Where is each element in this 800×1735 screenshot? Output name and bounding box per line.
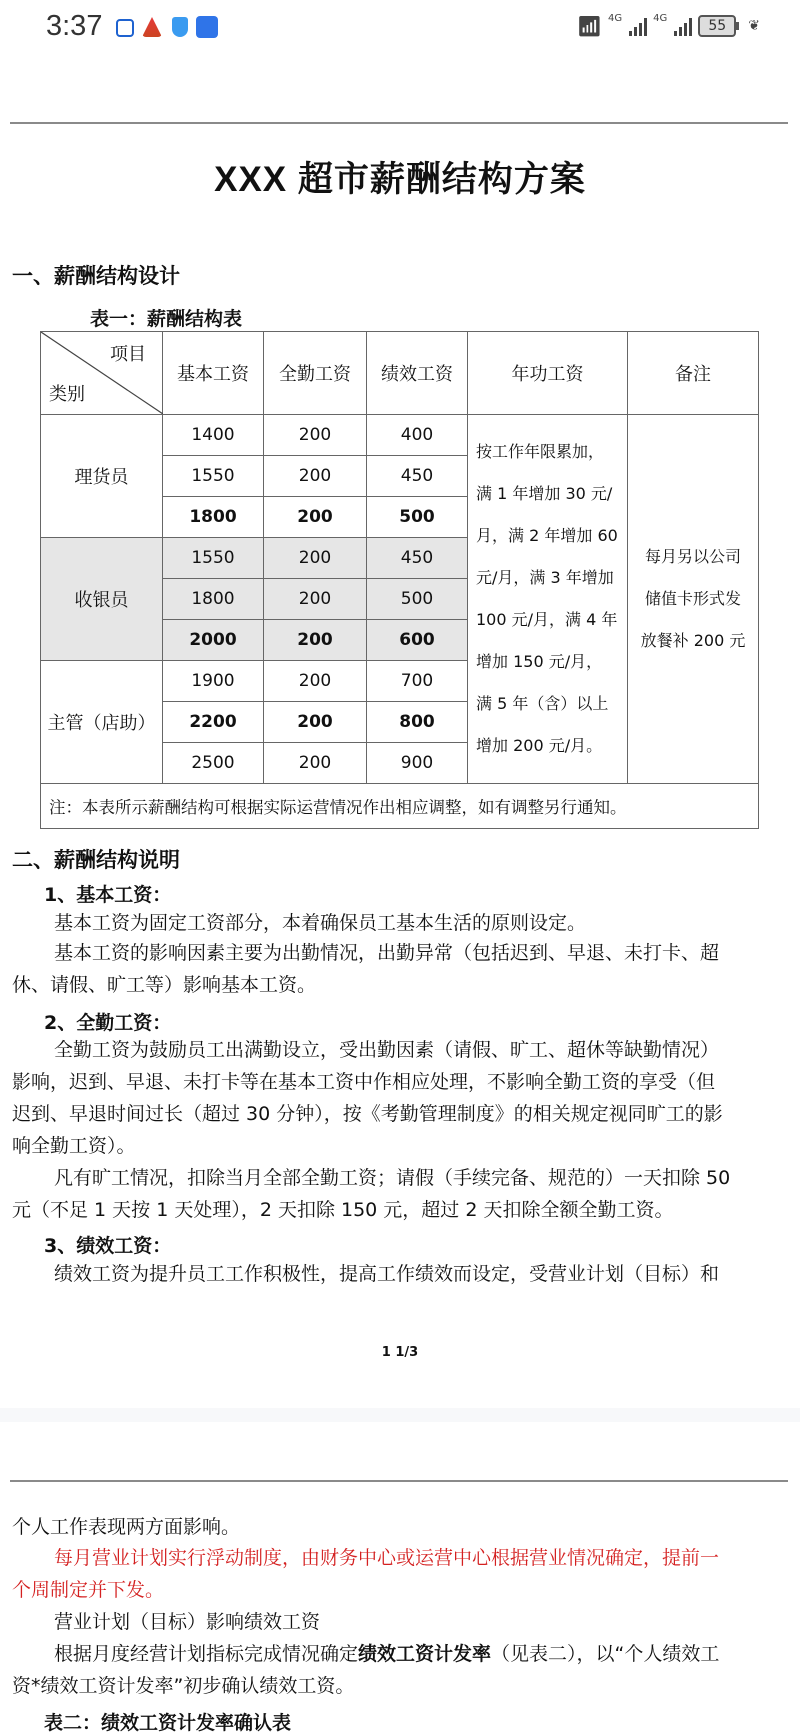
base-cell: 2000 <box>163 620 264 661</box>
base-cell: 1550 <box>163 456 264 497</box>
sub1-paragraph1: 基本工资为固定工资部分，本着确保员工基本生活的原则设定。 <box>54 912 587 934</box>
attendance-cell: 200 <box>264 743 367 784</box>
page2-line1: 个人工作表现两方面影响。 <box>12 1516 241 1538</box>
page-separator <box>0 1408 800 1422</box>
attendance-cell: 200 <box>264 620 367 661</box>
signal-icon-2 <box>674 16 692 36</box>
table1-caption: 表一：薪酬结构表 <box>90 308 243 330</box>
red-a-app-icon <box>142 17 162 37</box>
sub2-p1-line4: 响全勤工资）。 <box>12 1135 136 1157</box>
sub2-p1-line2: 影响，迟到、早退、未打卡等在基本工资中作相应处理，不影响全勤工资的享受（但 <box>12 1071 716 1093</box>
page2-red-line2: 个周制定并下发。 <box>12 1579 165 1601</box>
wps-icon <box>116 19 134 37</box>
page-indicator: 1 1/3 <box>381 1345 419 1360</box>
category-cell: 理货员 <box>41 415 163 538</box>
sub2-heading: 2、全勤工资： <box>44 1012 172 1034</box>
signal-icon-1 <box>629 16 647 36</box>
seniority-line: 月，满 2 年增加 60 <box>476 526 618 545</box>
wifi-icon: 📶︎ <box>576 14 603 38</box>
page2-red-line1: 每月营业计划实行浮动制度，由财务中心或运营中心根据营业情况确定，提前一 <box>54 1547 720 1569</box>
attendance-cell: 200 <box>264 661 367 702</box>
performance-cell: 500 <box>367 579 468 620</box>
header-attendance: 全勤工资 <box>264 332 367 415</box>
table-note-row <box>41 784 759 829</box>
seniority-cell <box>468 415 628 784</box>
performance-cell: 450 <box>367 456 468 497</box>
status-indicators <box>577 14 760 38</box>
page2-header-rule <box>10 1480 788 1482</box>
line4-pre: 根据月度经营计划指标完成情况确定 <box>54 1643 359 1665</box>
base-cell: 1900 <box>163 661 264 702</box>
corner-item-label: 项目 <box>110 344 146 365</box>
leaf-icon: ❦ <box>748 18 760 34</box>
seniority-line: 元/月，满 3 年增加 <box>476 568 614 587</box>
shield-icon <box>172 17 188 37</box>
attendance-cell: 200 <box>264 456 367 497</box>
sub1-paragraph2-line2: 休、请假、旷工等）影响基本工资。 <box>12 974 317 996</box>
sub2-p1-line3: 迟到、早退时间过长（超过 30 分钟），按《考勤管理制度》的相关规定视同旷工的影 <box>12 1103 723 1125</box>
category-cell: 收银员 <box>41 538 163 661</box>
seniority-line: 满 1 年增加 30 元/ <box>476 484 613 503</box>
sub3-heading: 3、绩效工资： <box>44 1235 172 1257</box>
line4-bold: 绩效工资计发率 <box>358 1643 492 1665</box>
performance-cell: 600 <box>367 620 468 661</box>
sub3-p1-line1: 绩效工资为提升员工工作积极性，提高工作绩效而设定，受营业计划（目标）和 <box>54 1263 720 1285</box>
performance-cell: 500 <box>367 497 468 538</box>
sub2-p2-line2: 元（不足 1 天按 1 天处理），2 天扣除 150 元，超过 2 天扣除全额全勤工资。 <box>12 1199 674 1221</box>
network-type-2: 4G <box>653 12 668 24</box>
line4-post: （见表二），以“个人绩效工 <box>491 1643 720 1665</box>
table-note: 注：本表所示薪酬结构可根据实际运营情况作出相应调整，如有调整另行通知。 <box>41 784 759 829</box>
attendance-cell: 200 <box>264 579 367 620</box>
header-base: 基本工资 <box>163 332 264 415</box>
status-time: 3:37 <box>46 10 103 42</box>
seniority-line: 按工作年限累加， <box>476 442 605 461</box>
sub2-p1-line1: 全勤工资为鼓励员工出满勤设立，受出勤因素（请假、旷工、超休等缺勤情况） <box>54 1039 720 1061</box>
page2-line5: 资*绩效工资计发率”初步确认绩效工资。 <box>12 1675 355 1697</box>
base-cell: 1550 <box>163 538 264 579</box>
remark-line: 放餐补 200 元 <box>640 631 746 650</box>
base-cell: 2200 <box>163 702 264 743</box>
base-cell: 2500 <box>163 743 264 784</box>
table-header-row <box>41 332 759 415</box>
table2-caption: 表二：绩效工资计发率确认表 <box>44 1712 292 1734</box>
page2-line3: 营业计划（目标）影响绩效工资 <box>54 1611 321 1633</box>
attendance-cell: 200 <box>264 702 367 743</box>
performance-cell: 450 <box>367 538 468 579</box>
performance-cell: 700 <box>367 661 468 702</box>
performance-cell: 800 <box>367 702 468 743</box>
attendance-cell: 200 <box>264 497 367 538</box>
base-cell: 1400 <box>163 415 264 456</box>
header-performance: 绩效工资 <box>367 332 468 415</box>
page-header-rule <box>10 122 788 124</box>
seniority-line: 100 元/月，满 4 年 <box>476 610 618 629</box>
seniority-line: 增加 200 元/月。 <box>476 736 603 755</box>
base-cell: 1800 <box>163 579 264 620</box>
category-cell: 主管（店助） <box>41 661 163 784</box>
remark-cell <box>628 415 759 784</box>
document-title: XXX 超市薪酬结构方案 <box>214 160 586 199</box>
sub1-heading: 1、基本工资： <box>44 884 172 906</box>
blue-app-icon <box>196 16 218 38</box>
status-bar <box>0 0 800 56</box>
section1-heading: 一、薪酬结构设计 <box>12 264 180 288</box>
section2-heading: 二、薪酬结构说明 <box>12 848 180 872</box>
header-remark: 备注 <box>628 332 759 415</box>
performance-cell: 400 <box>367 415 468 456</box>
table-row <box>41 415 759 456</box>
header-seniority: 年功工资 <box>468 332 628 415</box>
performance-cell: 900 <box>367 743 468 784</box>
corner-category-label: 类别 <box>49 384 85 405</box>
attendance-cell: 200 <box>264 538 367 579</box>
sub1-paragraph2-line1: 基本工资的影响因素主要为出勤情况，出勤异常（包括迟到、早退、未打卡、超 <box>54 942 720 964</box>
seniority-line: 满 5 年（含）以上 <box>476 694 609 713</box>
corner-cell <box>41 332 163 415</box>
battery-icon: 55 <box>698 15 736 37</box>
seniority-line: 增加 150 元/月， <box>476 652 603 671</box>
remark-line: 储值卡形式发 <box>644 589 741 608</box>
remark-line: 每月另以公司 <box>644 547 741 566</box>
base-cell: 1800 <box>163 497 264 538</box>
attendance-cell: 200 <box>264 415 367 456</box>
network-type-1: 4G <box>608 12 623 24</box>
salary-structure-table <box>40 331 759 829</box>
sub2-p2-line1: 凡有旷工情况，扣除当月全部全勤工资；请假（手续完备、规范的）一天扣除 50 <box>54 1167 731 1189</box>
